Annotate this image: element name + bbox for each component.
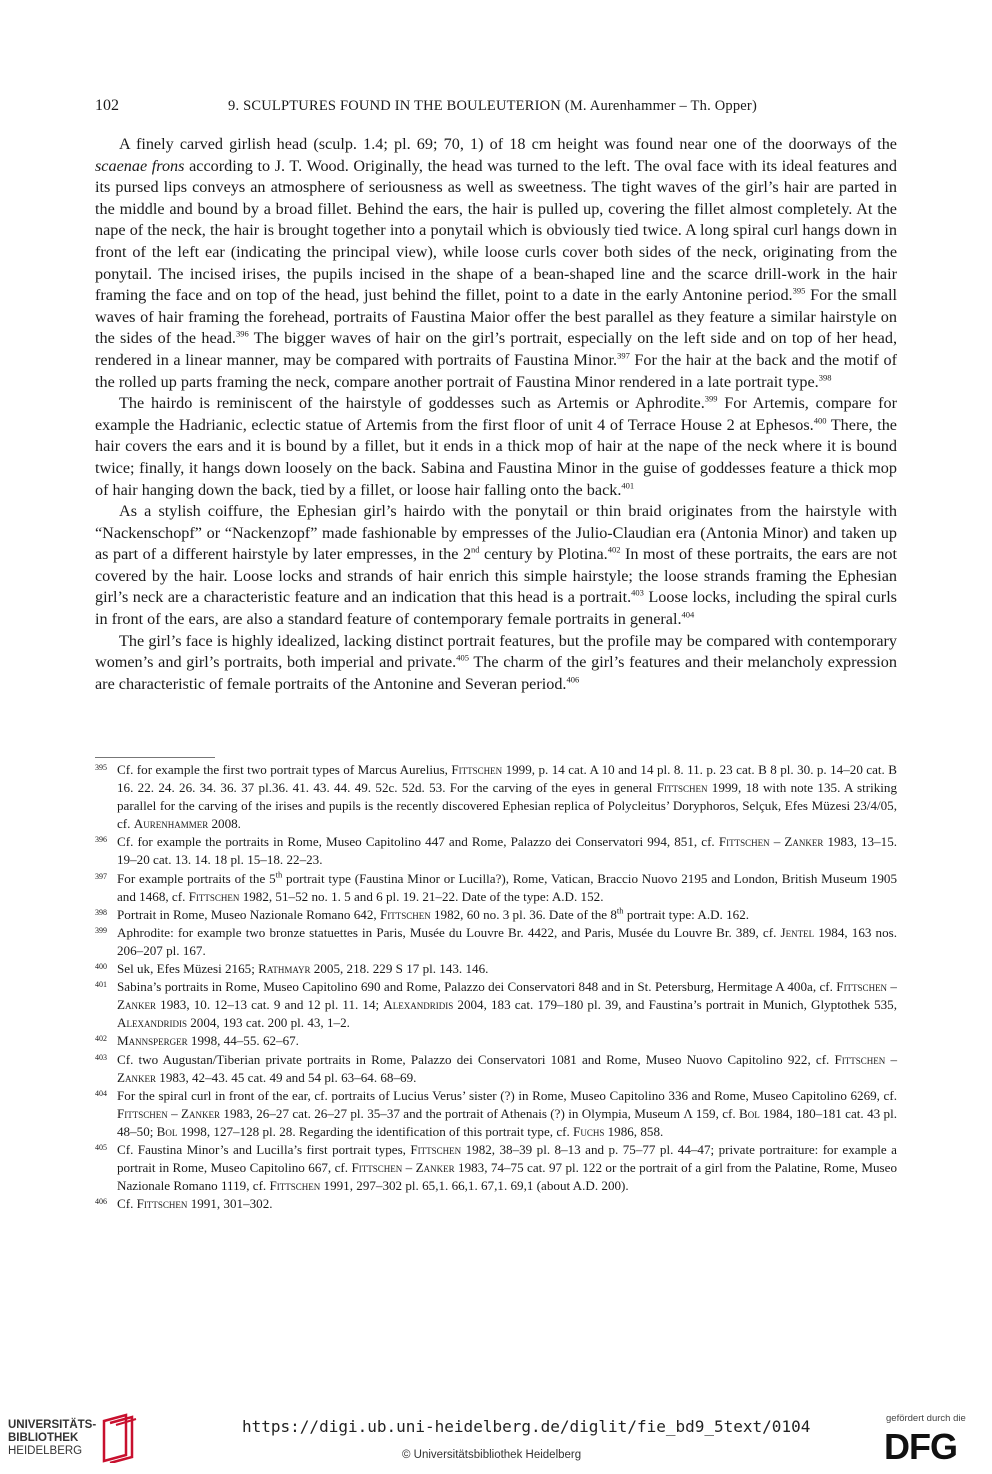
footnote-396 bbox=[95, 833, 897, 869]
ordinal-suffix: nd bbox=[471, 544, 480, 555]
author-name: Fittschen – Zanker bbox=[351, 1160, 455, 1176]
footnote-397 bbox=[95, 870, 897, 906]
footnote-number: 401 bbox=[95, 980, 107, 990]
copyright-notice: © Universitätsbibliothek Heidelberg bbox=[402, 1449, 582, 1461]
author-name: Fittschen bbox=[451, 762, 503, 777]
footnote-number: 400 bbox=[95, 962, 107, 972]
text-run: according to J. T. Wood. Originally, the head was turned to the left. The oval face with its ideal features and its pursed lips conveys an atmosphere of seriousness as well as sweetness. The tight waves of the girl’s hair are parted in the middle and bound by a broad fillet. Behind the ears, the hair is pulled up, covering the fillet almost completely. At the nape of the neck, the hair is brought together into a ponytail which is obviously tied twice. A long spiral curl hangs down in front of the left ear (indicating the principal view), while loose curls cover both sides of the neck, originating from the ponytail. The incised irises, the pupils incised in the shape of a bean-shaped line and the scarce drill-work in the hair framing the face and on top of the head, just behind the fillet, point to a date in the early Antonine period. bbox=[95, 156, 897, 305]
text-run: Aphrodite: for example two bronze statuettes in Paris, Musée du Louvre Br. 4422, and Paris, Musée du Louvre Br. 389, cf. bbox=[117, 924, 781, 940]
footnote-ref[interactable]: 398 bbox=[818, 372, 832, 383]
author-name: Fittschen – Zanker bbox=[117, 1105, 221, 1121]
library-line: BIBLIOTHEK bbox=[8, 1432, 79, 1444]
text-run: Sabina’s portraits in Rome, Museo Capitolino 690 and Rome, Palazzo dei Conservatori 848 and in St. Petersburg, Hermitage A 400a, cf. bbox=[117, 979, 837, 995]
footnote-ref[interactable]: 406 bbox=[566, 674, 580, 685]
author-name: Fittschen bbox=[410, 1141, 462, 1157]
text-run: The charm of the girl’s features and their melancholy expression are characteristic of female portraits of the Antonine and Severan period. bbox=[95, 653, 897, 693]
text-run: Cf. two Augustan/Tiberian private portraits in Rome, Palazzo dei Conservatori 1081 and Rome, Museo Nuovo Capitolino 922, cf. bbox=[117, 1051, 835, 1067]
author-name: Jentel bbox=[780, 924, 815, 940]
text-run: 1999, 18 with note 135. A striking parallel for the carving of the irises and pupils is the recently discovered Ephesian replica of Polycleitus’ Doryphoros, Selçuk, Efes Müzesi 23/4/05, cf. bbox=[117, 780, 897, 832]
paragraph-2 bbox=[95, 393, 897, 501]
text-run: 2005, 218. 229 S 17 pl. 143. 146. bbox=[310, 961, 489, 977]
footnote-ref[interactable]: 405 bbox=[456, 652, 469, 663]
footnote-number: 402 bbox=[95, 1034, 107, 1044]
text-run: The girl’s face is highly idealized, lacking distinct portrait features, but the profile may be compared with contemporary women’s and girl’s portraits, both imperial and private. bbox=[95, 631, 897, 672]
text-run: The hairdo is reminiscent of the hairstyle of goddesses such as Artemis or Aphrodite. bbox=[119, 394, 705, 413]
text-run: 1999, p. 14 cat. A 10 and 14 pl. 8. 11. p. 23 cat. B 8 pl. 30. p. 14–20 cat. B 16. 22. 24. 26. 34. 36. 37 pl.36. 41. 43. 44. 49. 52c. 52d. 53. For the carving of the eyes in general bbox=[117, 762, 897, 796]
author-name: Fittschen bbox=[656, 780, 708, 796]
footnote-ref[interactable]: 399 bbox=[704, 393, 718, 404]
text-run: 2004, 193 cat. 200 pl. 43, 1–2. bbox=[186, 1015, 350, 1031]
text-run: 1998, 127–128 pl. 28. Regarding the identification of this portrait type, cf. bbox=[177, 1123, 574, 1139]
text-run: 1983, 74–75 cat. 97 pl. 122 or the portrait of a girl from the Palatine, Rome, Museo Nazionale Romano 1119, cf. bbox=[117, 1160, 897, 1194]
footnote-400 bbox=[95, 960, 897, 978]
author-name: Fittschen bbox=[379, 906, 431, 922]
library-line: HEIDELBERG bbox=[8, 1445, 83, 1457]
italic-term: scaenae frons bbox=[95, 156, 185, 175]
text-run: Portrait in Rome, Museo Nazionale Romano 642, bbox=[117, 906, 380, 922]
footnote-406 bbox=[95, 1195, 897, 1213]
body-text bbox=[95, 134, 897, 695]
text-run: 1982, 60 no. 3 pl. 36. Date of the 8 bbox=[430, 906, 617, 922]
text-run: For the spiral curl in front of the ear, cf. portraits of Lucius Verus’ sister (?) in Rome, Museo Capitolino 336 and Rome, Museo Capitolino 6269, cf. bbox=[117, 1087, 897, 1103]
text-run: 1983, 42–43. 45 cat. 49 and 54 pl. 63–64. 68–69. bbox=[156, 1069, 417, 1085]
text-run: 1986, 858. bbox=[604, 1123, 664, 1139]
author-name: Fittschen – Zanker bbox=[117, 979, 897, 1013]
library-line: UNIVERSITÄTS- bbox=[8, 1419, 97, 1431]
footnote-ref[interactable]: 400 bbox=[813, 415, 827, 426]
text-run: 1991, 297–302 pl. 65,1. 66,1. 67,1. 69,1 (about A.D. 200). bbox=[320, 1178, 629, 1194]
footnote-402 bbox=[95, 1032, 897, 1050]
author-name: Fittschen bbox=[269, 1178, 321, 1194]
footnotes bbox=[95, 761, 897, 1213]
footnote-ref[interactable]: 396 bbox=[235, 328, 249, 339]
author-name: Bol bbox=[156, 1123, 178, 1139]
text-run: 2008. bbox=[208, 816, 241, 832]
footnote-ref[interactable]: 403 bbox=[631, 588, 644, 599]
text-run: Sel uk, Efes Müzesi 2165; bbox=[117, 961, 259, 977]
dfg-funding-label: gefördert durch die bbox=[886, 1413, 966, 1424]
page-number: 102 bbox=[95, 97, 119, 114]
text-run: Cf. Faustina Minor’s and Lucilla’s first portrait types, bbox=[117, 1141, 411, 1157]
author-name: Fittschen bbox=[136, 1196, 188, 1212]
text-run: In most of these portraits, the ears are not covered by the hair. Loose locks and strands of hair enrich this simple hairstyle; the loose strands framing the Ephesian girl’s neck are a characteristic feature and an indication that this head is a portrait. bbox=[95, 545, 898, 607]
footnote-number: 395 bbox=[95, 763, 107, 772]
footnote-number: 404 bbox=[95, 1088, 107, 1098]
text-run: 1991, 301–302. bbox=[187, 1196, 273, 1212]
library-logo-text bbox=[8, 1419, 96, 1458]
footnote-405 bbox=[95, 1141, 897, 1195]
author-name: Rathmayr bbox=[258, 961, 311, 977]
author-name: Alexandridis bbox=[383, 997, 454, 1013]
author-name: Bol bbox=[739, 1105, 760, 1121]
dfg-logo: DFG bbox=[884, 1426, 957, 1467]
ordinal-suffix: th bbox=[616, 905, 624, 916]
footnote-ref[interactable]: 395 bbox=[792, 285, 806, 296]
library-book-icon bbox=[100, 1413, 138, 1463]
footnote-ref[interactable]: 397 bbox=[617, 350, 630, 361]
footnote-ref[interactable]: 401 bbox=[621, 480, 635, 491]
text-run: For Artemis, compare for example the Hadrianic, eclectic statue of Artemis from the first floor of unit 4 of Terrace House 2 at Ephesos. bbox=[95, 394, 897, 434]
author-name: Fittschen – Zanker bbox=[117, 1051, 897, 1085]
text-run: Cf. for example the first two portrait types of Marcus Aurelius, bbox=[117, 762, 452, 777]
footnote-number: 398 bbox=[95, 907, 107, 917]
footnote-403 bbox=[95, 1051, 897, 1087]
text-run: 2004, 183 cat. 179–180 pl. 39, and Faustina’s portrait in Munich, Glyptothek 535, bbox=[453, 997, 897, 1013]
author-name: Alexandridis bbox=[117, 1015, 187, 1031]
text-run: 1998, 44–55. 62–67. bbox=[187, 1033, 299, 1049]
footnote-number: 396 bbox=[95, 835, 107, 845]
text-run: A finely carved girlish head (sculp. 1.4; pl. 69; 70, 1) of 18 cm height was found near one of the doorways of the bbox=[119, 135, 897, 153]
text-run: Cf. for example the portraits in Rome, Museo Capitolino 447 and Rome, Palazzo dei Conservatori 994, 851, cf. bbox=[117, 834, 719, 850]
text-run: Cf. bbox=[117, 1196, 137, 1212]
footnote-401 bbox=[95, 978, 897, 1032]
paragraph-4 bbox=[95, 631, 897, 696]
text-run: As a stylish coiffure, the Ephesian girl’s hairdo with the ponytail or thin braid originates from the hairstyle with “Nackenschopf” or “Nackenzopf” made fashionable by empresses of the Julio-Claudian era (Antonia Minor) and taken up as part of a different hairstyle by later empresses, in the 2 bbox=[95, 502, 897, 564]
text-run: For the hair at the back and the motif of the rolled up parts framing the neck, compare another portrait of Faustina Minor rendered in a late portrait type. bbox=[95, 350, 898, 391]
author-name: Fittschen bbox=[188, 888, 240, 904]
text-run: 1983, 10. 12–13 cat. 9 and 12 pl. 11. 14; bbox=[156, 997, 384, 1013]
author-name: Fuchs bbox=[573, 1123, 605, 1139]
text-run: The bigger waves of hair on the girl’s portrait, especially on the left side and on top of her head, rendered in a linear manner, may be compared with portraits of Faustina Minor. bbox=[95, 329, 898, 369]
text-run: 1983, 13–15. 19–20 cat. 13. 14. 18 pl. 15–18. 22–23. bbox=[117, 834, 898, 868]
paragraph-3 bbox=[95, 501, 897, 631]
text-run: 1982, 38–39 pl. 8–13 and p. 75–77 pl. 44–47; private portraiture: for example a portrait in Rome, Museo Capitolino 667, cf. bbox=[117, 1141, 897, 1176]
text-run: portrait type: A.D. 162. bbox=[623, 906, 750, 922]
footnote-399 bbox=[95, 924, 897, 960]
author-name: Aurenhammer bbox=[133, 816, 209, 832]
footnote-number: 399 bbox=[95, 925, 107, 935]
paragraph-1 bbox=[95, 134, 897, 393]
footnote-ref[interactable]: 402 bbox=[607, 544, 621, 555]
footnote-395 bbox=[95, 761, 897, 833]
footnote-404 bbox=[95, 1087, 897, 1141]
footnote-number: 406 bbox=[95, 1197, 107, 1207]
text-run: 1984, 163 nos. 206–207 pl. 167. bbox=[117, 924, 898, 958]
text-run: There, the hair covers the ears and it is bound by a fillet, but it ends in a thick mop of hair at the nape of the neck where it is bound twice; finally, it hangs down loosely on the back. Sabina and Faustina Minor in the guise of goddesses feature a thick mop of hair hanging down the back, tied by a fillet, or loose hair falling onto the back. bbox=[95, 415, 897, 499]
footnote-number: 397 bbox=[95, 871, 107, 881]
footnote-398 bbox=[95, 906, 897, 924]
footnote-rule bbox=[95, 757, 215, 758]
running-head: 9. SCULPTURES FOUND IN THE BOULEUTERION (M. Aurenhammer – Th. Opper) bbox=[228, 98, 757, 114]
author-name: Fittschen – Zanker bbox=[718, 834, 824, 850]
text-run: For example portraits of the 5 bbox=[117, 870, 276, 886]
footnote-number: 403 bbox=[95, 1052, 107, 1062]
text-run: 1984, 180–181 cat. 43 pl. 48–50; bbox=[117, 1105, 897, 1139]
text-run: 1982, 51–52 no. 1. 5 and 6 pl. 19. 21–22. Date of the type: A.D. 152. bbox=[239, 888, 604, 904]
footnote-number: 405 bbox=[95, 1142, 107, 1152]
text-run: 1983, 26–27 cat. 26–27 pl. 35–37 and the portrait of Athenais (?) in Olympia, Museum Λ 159, cf. bbox=[220, 1105, 740, 1121]
text-run: For the small waves of hair framing the forehead, portraits of Faustina Maior offer the best parallel as they feature a similar hairstyle on the sides of the head. bbox=[95, 286, 897, 348]
document-url-link[interactable]: https://digi.ub.uni-heidelberg.de/diglit/fie_bd9_5text/0104 bbox=[242, 1417, 811, 1436]
text-run: portrait type (Faustina Minor or Lucilla?), Rome, Vatican, Braccio Nuovo 2195 and London, British Museum 1905 and 1468, cf. bbox=[117, 870, 897, 904]
ordinal-suffix: th bbox=[275, 869, 283, 880]
author-name: Mannsperger bbox=[117, 1033, 188, 1049]
text-run: century by Plotina. bbox=[479, 545, 608, 564]
text-run: Loose locks, including the spiral curls in front of the ears, are also a standard feature of contemporary female portraits in general. bbox=[95, 588, 897, 629]
footnote-ref[interactable]: 404 bbox=[681, 609, 695, 620]
